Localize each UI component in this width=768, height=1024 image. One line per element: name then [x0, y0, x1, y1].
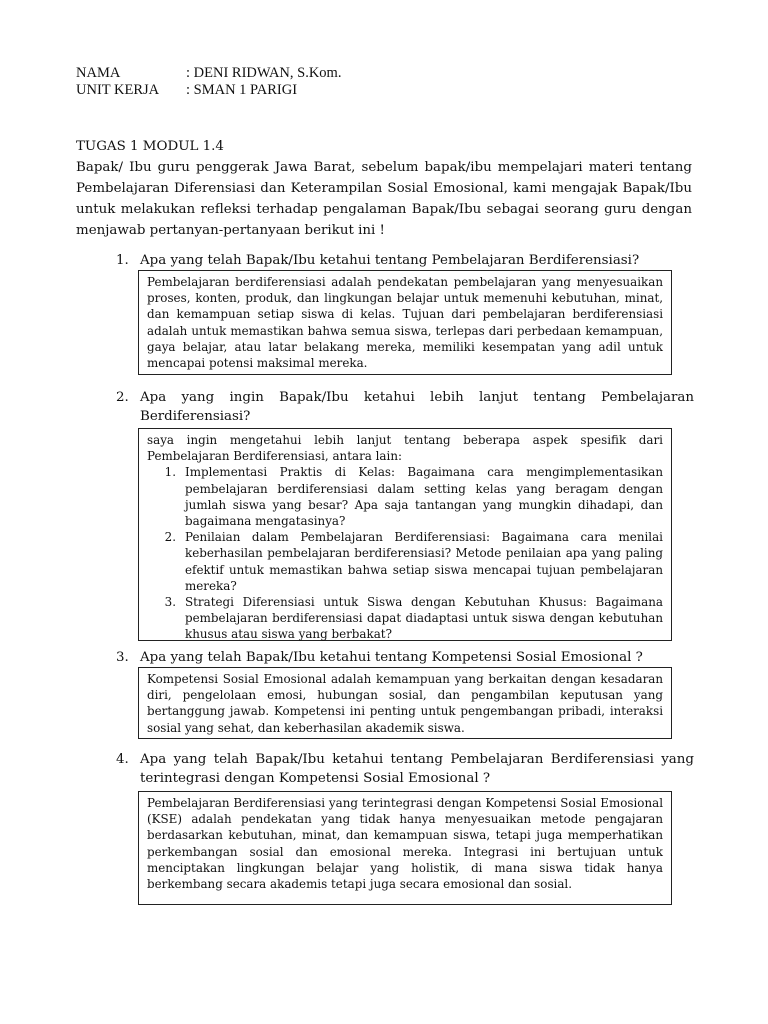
- answer-text: Pembelajaran berdiferensiasi adalah pendekatan pembelajaran yang menyesuaikan proses, konten, produk, dan lingkungan belajar untuk memenuhi kebutuhan, minat, dan kemampuan setiap siswa di kelas. Tujuan dari pembelajaran berdiferensiasi adalah untuk memastikan bahwa semua siswa, terlepas dari perbedaan kemampuan, gaya belajar, atau latar belakang mereka, memiliki kesempatan yang adil untuk mencapai potensi maksimal mereka.: [147, 275, 663, 371]
- question-4: [116, 750, 694, 788]
- answer-text: Kompetensi Sosial Emosional adalah kemampuan yang berkaitan dengan kesadaran diri, pengelolaan emosi, hubungan sosial, dan pengambilan keputusan yang bertanggung jawab. Kompetensi ini penting untuk pengembangan pribadi, interaksi sosial yang sehat, dan keberhasilan akademik siswa.: [147, 672, 663, 735]
- task-title: TUGAS 1 MODUL 1.4: [76, 139, 224, 154]
- answer-box-3: [138, 667, 672, 739]
- answer-list: [147, 464, 663, 642]
- name-label: NAMA: [76, 65, 121, 81]
- unit-row: [76, 82, 341, 99]
- question-text: Apa yang ingin Bapak/Ibu ketahui lebih lanjut tentang Pembelajaran Berdiferensiasi?: [140, 390, 694, 424]
- question-2: [116, 388, 694, 426]
- answer-box-2: [138, 428, 672, 641]
- unit-value: : SMAN 1 PARIGI: [186, 82, 298, 98]
- question-number: 3.: [116, 650, 129, 665]
- list-item-number: 1.: [164, 465, 176, 480]
- list-item-text: Implementasi Praktis di Kelas: Bagaimana cara mengimplementasikan pembelajaran berdiferensiasi dalam setting kelas yang beragam dengan jumlah siswa yang besar? Apa saja tantangan yang mungkin dihadapi, dan bagaimana mengatasinya?: [185, 465, 663, 529]
- name-row: [76, 65, 341, 82]
- question-text: Apa yang telah Bapak/Ibu ketahui tentang Pembelajaran Berdiferensiasi?: [140, 253, 640, 268]
- list-item: [147, 464, 663, 529]
- list-item-number: 3.: [164, 595, 176, 610]
- name-value: : DENI RIDWAN, S.Kom.: [186, 65, 342, 81]
- list-item-text: Penilaian dalam Pembelajaran Berdiferensiasi: Bagaimana cara menilai keberhasilan pembelajaran berdiferensiasi? Metode penilaian apa yang paling efektif untuk memastikan bahwa setiap siswa mencapai tujuan pembelajaran mereka?: [185, 530, 663, 593]
- answer-text: Pembelajaran Berdiferensiasi yang terintegrasi dengan Kompetensi Sosial Emosional (KSE) adalah pendekatan yang tidak hanya menyesuaikan metode pengajaran berdasarkan kebutuhan, minat, dan kemampuan siswa, tetapi juga memperhatikan perkembangan sosial dan emosional mereka. Integrasi ini bertujuan untuk menciptakan lingkungan belajar yang holistik, di mana siswa tidak hanya berkembang secara akademis tetapi juga secara emosional dan sosial.: [147, 796, 663, 892]
- list-item: [147, 529, 663, 594]
- question-text: Apa yang telah Bapak/Ibu ketahui tentang Pembelajaran Berdiferensiasi yang terintegrasi dengan Kompetensi Sosial Emosional ?: [140, 752, 694, 786]
- answer-box-4: [138, 791, 672, 905]
- question-1: [116, 251, 694, 270]
- question-text: Apa yang telah Bapak/Ibu ketahui tentang Kompetensi Sosial Emosional ?: [140, 650, 643, 665]
- question-3: [116, 648, 694, 667]
- identity-header: [76, 65, 341, 99]
- list-item-text: Strategi Diferensiasi untuk Siswa dengan Kebutuhan Khusus: Bagaimana pembelajaran berdiferensiasi dapat diadaptasi untuk siswa dengan kebutuhan khusus atau siswa yang berbakat?: [185, 595, 663, 642]
- question-number: 4.: [116, 752, 129, 767]
- task-intro: [76, 136, 692, 241]
- task-intro-text: Bapak/ Ibu guru penggerak Jawa Barat, sebelum bapak/ibu mempelajari materi tentang Pembelajaran Diferensiasi dan Keterampilan Sosial Emosional, kami mengajak Bapak/Ibu untuk melakukan refleksi terhadap pengalaman Bapak/Ibu sebagai seorang guru dengan menjawab pertanyan-pertanyaan berikut ini !: [76, 160, 692, 238]
- answer-box-1: [138, 270, 672, 375]
- unit-label: UNIT KERJA: [76, 82, 160, 98]
- question-number: 1.: [116, 253, 129, 268]
- list-item-number: 2.: [164, 530, 176, 545]
- question-number: 2.: [116, 390, 129, 405]
- answer-intro-text: saya ingin mengetahui lebih lanjut tentang beberapa aspek spesifik dari Pembelajaran Berdiferensiasi, antara lain:: [147, 433, 663, 464]
- list-item: [147, 594, 663, 643]
